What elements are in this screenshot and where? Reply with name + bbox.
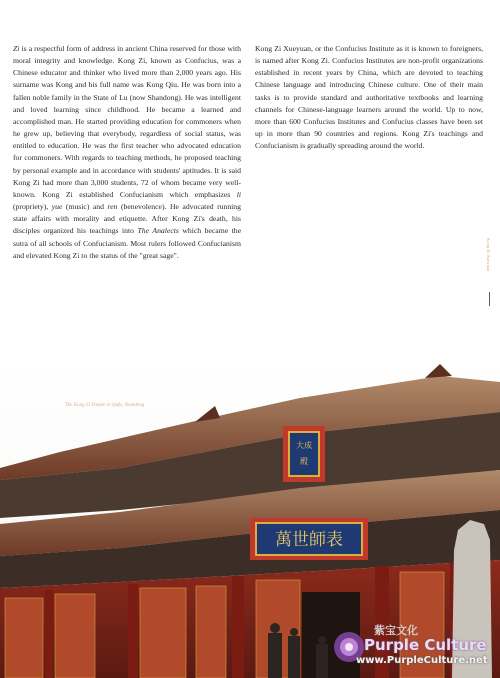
upper-plaque (283, 426, 325, 482)
side-rule (489, 292, 490, 306)
gloss-yue: (music) and (62, 202, 108, 212)
watermark-name: Purple Culture (364, 636, 487, 654)
term-li: li (236, 189, 241, 199)
watermark (332, 620, 492, 672)
upper-plaque-text-1: 大成 (296, 441, 312, 450)
watermark-brand: 紫宝文化 (374, 624, 418, 637)
watermark-url: www.PurpleCulture.net (356, 655, 488, 666)
gloss-li: (propriety), (13, 202, 52, 212)
left-paragraph (13, 43, 241, 262)
right-paragraph: Kong Zi Xueyuan, or the Confucius Institute as it is known to foreigners, is named after Kong Zi. Confucius Institutes are non-profit organizations established in recent years by China, which are devoted to teaching Chinese language and introducing Chinese culture. One of their main tasks is to provide standard and authoritative textbooks and learning channels for Chinese-language learners around the world. Up to now, more than 600 Confucius Institutes and Confucius classes have been set up in more than 90 countries and regions. Kong Zi's teachings and Confucianism is gradually spreading around the world. (255, 44, 483, 151)
lower-plaque-text: 萬世師表 (275, 530, 343, 550)
gloss-ren: (benevolence). He advocated running state affairs with morality and etiquette. After Kong Zi's death, his disciples organized his teachings into (13, 202, 241, 236)
term-yue: yue (51, 202, 63, 212)
term-zi: Zi (13, 44, 20, 53)
left-text-column (13, 43, 241, 262)
side-running-label: Kong Zi Xueyuan (486, 238, 491, 272)
lower-plaque (250, 518, 368, 560)
left-text-part-end: which became the sutra of all schools of Confucianism. Most rulers followed Confucianism and elevated Kong Zi to the status of the "great sage". (13, 226, 241, 260)
right-text-column (255, 43, 483, 152)
book-title-analects: The Analects (137, 226, 179, 236)
left-text-part-1: is a respectful form of address in ancient China reserved for those with moral integrity and knowledge. Kong Zi, known as Confucius, was a Chinese educator and thinker who lived more than 2,000 years ago. His surname was Kong and his full name was Kong Qiu. He was born into a fallen noble family in the State of Lu (now Shandong). He was intelligent and loved learning since childhood. He became a learned and accomplished man. He started providing education for commoners when he grew up, believing that everybody, regardless of social status, was entitled to education. He was the first teacher who advocated education for commoners. With regards to teaching methods, he proposed teaching by personal example and in accordance with students' aptitudes. It is said Kong Zi had more than 3,000 students, 72 of whom became very well-known. Kong Zi established Confucianism which emphasizes (13, 44, 242, 199)
term-ren: ren (107, 202, 118, 212)
upper-plaque-text-2: 殿 (300, 457, 308, 466)
photo-caption: The Kong Zi Temple in Qufu, Shandong (65, 403, 145, 408)
